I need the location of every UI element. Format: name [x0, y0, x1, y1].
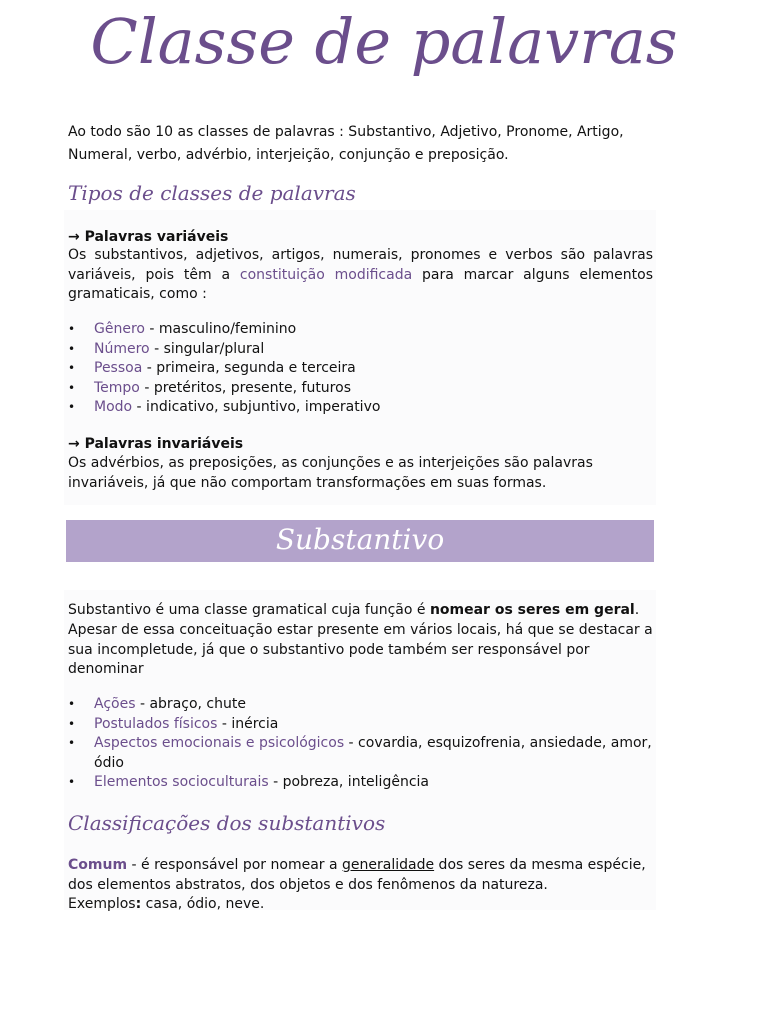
substantivo-text-after: . — [634, 602, 640, 618]
comum-paragraph — [68, 856, 658, 895]
variaveis-highlight: constituição modificada — [239, 266, 413, 283]
list-item-desc: - indicativo, subjuntivo, imperativo — [132, 399, 381, 416]
exemplos-colon: : — [135, 896, 142, 912]
list-item-term: Tempo — [94, 379, 140, 396]
substantivo-definition — [68, 601, 658, 621]
bullet-icon: • — [68, 341, 76, 356]
bullet-icon: • — [68, 716, 76, 731]
list-item — [68, 695, 658, 715]
substantivo-text-bold: nomear os seres em geral — [429, 602, 635, 618]
list-item — [68, 359, 658, 379]
substantivo-banner — [66, 520, 654, 562]
list-item-desc: - masculino/feminino — [144, 321, 297, 337]
invariaveis-paragraph: Os advérbios, as preposições, as conjunções e as interjeições são palavras invariáveis, já que não comportam transformações em suas formas. — [68, 455, 593, 491]
list-item-desc: - singular/plural — [149, 340, 265, 357]
comum-text-after: dos seres da mesma espécie, dos elementos abstratos, dos objetos e dos fenômenos da natureza. — [68, 857, 646, 893]
list-item — [68, 734, 658, 773]
list-item — [68, 715, 658, 735]
list-item-desc: - inércia — [217, 715, 279, 732]
list-item-term: Aspectos emocionais e psicológicos — [94, 735, 345, 752]
exemplos-line — [68, 895, 682, 915]
variaveis-list — [68, 320, 658, 418]
list-item-term: Modo — [94, 399, 133, 416]
list-item-term: Gênero — [94, 321, 145, 337]
list-item-term: Número — [94, 340, 150, 357]
bullet-icon: • — [68, 400, 76, 415]
invariaveis-heading: → Palavras invariáveis — [68, 436, 244, 452]
substantivo-text-before: Substantivo é uma classe gramatical cuja função é — [68, 602, 430, 618]
list-item-term: Postulados físicos — [94, 715, 218, 732]
comum-term: Comum — [68, 857, 128, 873]
list-item — [68, 379, 658, 399]
exemplos-label: Exemplos — [68, 896, 136, 912]
list-item-term: Ações — [94, 696, 136, 712]
variaveis-paragraph — [68, 246, 653, 305]
bullet-icon: • — [68, 380, 76, 395]
list-item — [68, 773, 658, 793]
list-item-desc: - pobreza, inteligência — [268, 774, 429, 791]
list-item-desc: - abraço, chute — [135, 696, 246, 712]
classificacoes-heading: Classificações dos substantivos — [68, 811, 386, 835]
list-item-desc: - primeira, segunda e terceira — [142, 360, 356, 377]
tipos-heading: Tipos de classes de palavras — [68, 181, 356, 205]
comum-text-before: - é responsável por nomear a — [127, 857, 343, 873]
variaveis-heading: → Palavras variáveis — [68, 229, 229, 245]
variaveis-text-after: para marcar alguns elementos gramaticais, como : — [68, 266, 653, 303]
substantivo-list — [68, 695, 658, 793]
list-item-desc: - covardia, esquizofrenia, ansiedade, amor, ódio — [94, 735, 652, 771]
list-item-term: Elementos socioculturais — [94, 774, 269, 791]
variaveis-text-before: Os substantivos, adjetivos, artigos, numerais, pronomes e verbos são palavras variáveis, pois têm a — [68, 247, 653, 283]
substantivo-paragraph: Apesar de essa conceituação estar presente em vários locais, há que se destacar a sua incompletude, já que o substantivo pode também ser responsável por denominar — [68, 622, 653, 678]
intro-paragraph: Ao todo são 10 as classes de palavras : Substantivo, Adjetivo, Pronome, Artigo, Numeral, verbo, advérbio, interjeição, conjunção e preposição. — [68, 124, 624, 163]
list-item — [68, 340, 658, 360]
exemplos-text: casa, ódio, neve. — [141, 896, 265, 912]
page-title: Classe de palavras — [90, 5, 678, 78]
list-item — [68, 398, 658, 418]
comum-underline: generalidade — [342, 857, 435, 873]
list-item-term: Pessoa — [94, 360, 143, 377]
substantivo-banner-label: Substantivo — [275, 523, 445, 556]
list-item-desc: - pretéritos, presente, futuros — [139, 379, 351, 396]
bullet-icon: • — [68, 361, 76, 376]
bullet-icon: • — [68, 736, 76, 751]
list-item — [68, 320, 658, 340]
bullet-icon: • — [68, 322, 76, 336]
bullet-icon: • — [68, 775, 76, 790]
bullet-icon: • — [68, 697, 76, 711]
